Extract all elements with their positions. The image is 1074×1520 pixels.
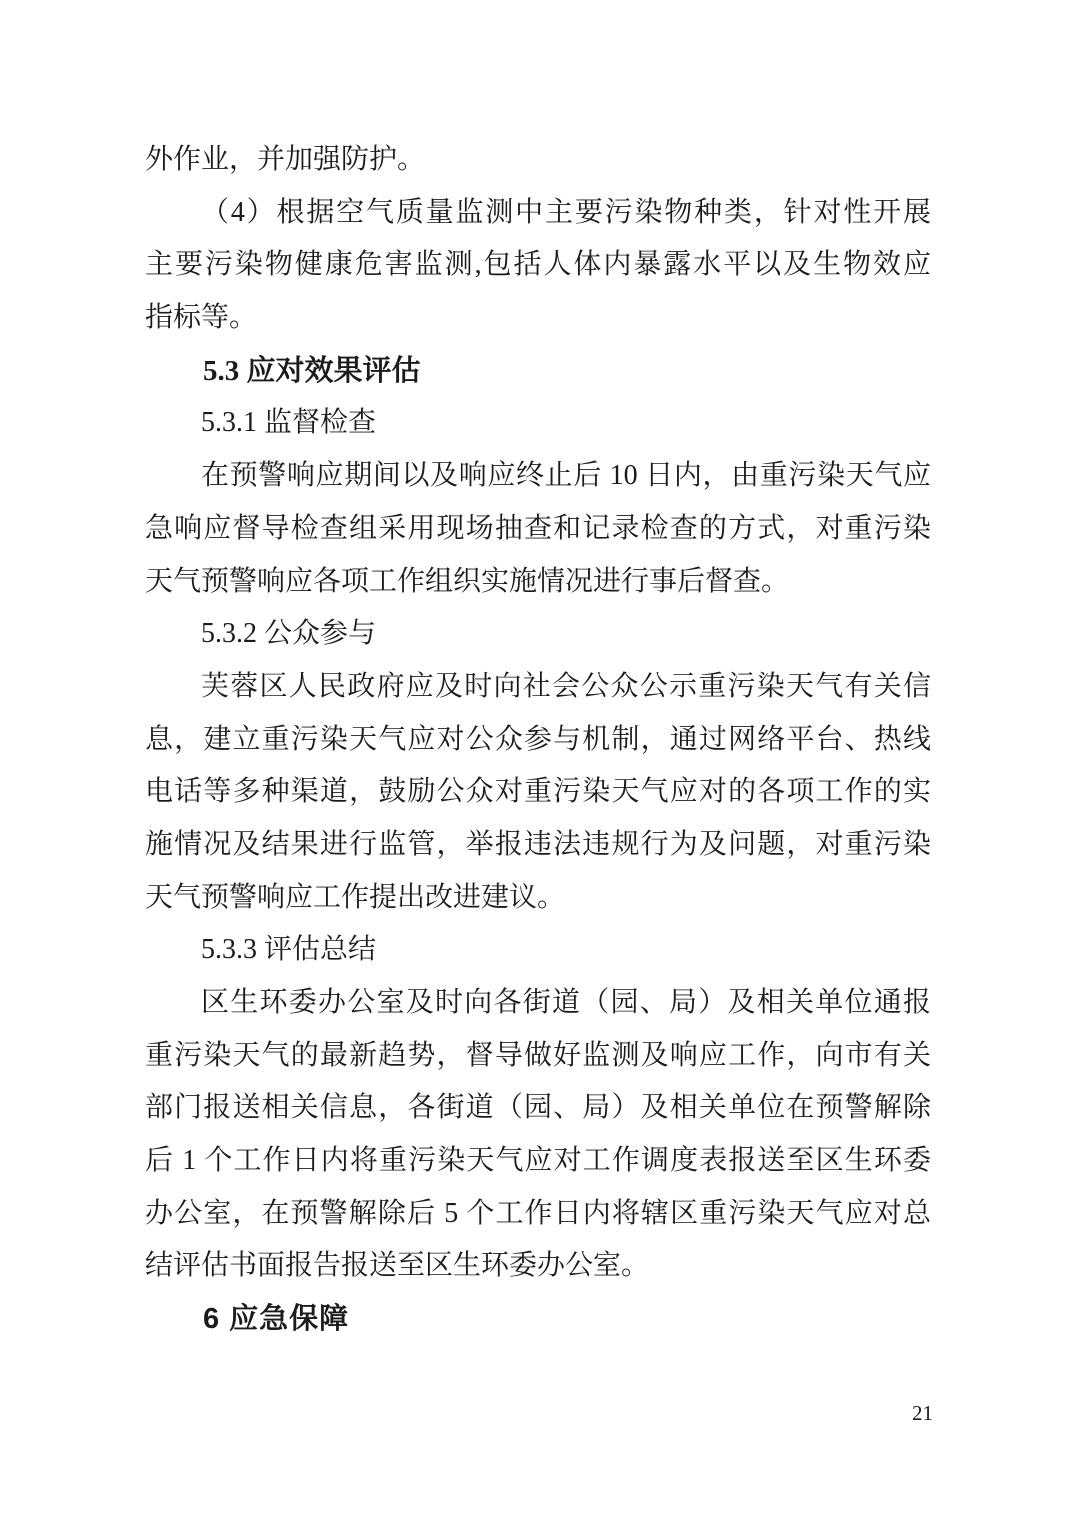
body-text-line: 电话等多种渠道，鼓励公众对重污染天气应对的各项工作的实 — [145, 776, 931, 808]
subsection-heading: 5.3.2 公众参与 — [201, 618, 377, 650]
body-text-line: 芙蓉区人民政府应及时向社会公众公示重污染天气有关信 — [201, 670, 931, 702]
body-text-line: 指标等。 — [145, 302, 258, 334]
page-number: 21 — [912, 1401, 933, 1425]
body-text-line: 天气预警响应工作提出改进建议。 — [145, 881, 566, 913]
body-text-line: 重污染天气的最新趋势，督导做好监测及响应工作，向市有关 — [145, 1039, 931, 1071]
body-text-line: 结评估书面报告报送至区生环委办公室。 — [145, 1250, 650, 1282]
body-text-line: 后 1 个工作日内将重污染天气应对工作调度表报送至区生环委 — [145, 1145, 931, 1177]
subsection-heading: 5.3.3 评估总结 — [201, 934, 377, 966]
body-text-line: 天气预警响应各项工作组织实施情况进行事后督查。 — [145, 565, 790, 597]
body-text-line: 施情况及结果进行监管，举报违法违规行为及问题，对重污染 — [145, 828, 931, 860]
body-text-line: 息，建立重污染天气应对公众参与机制，通过网络平台、热线 — [145, 723, 931, 755]
body-text-line: 区生环委办公室及时向各街道（园、局）及相关单位通报 — [201, 987, 931, 1018]
section-heading: 5.3 应对效果评估 — [203, 354, 421, 387]
subsection-heading: 5.3.1 监督检查 — [201, 407, 377, 439]
body-text-line: 在预警响应期间以及响应终止后 10 日内，由重污染天气应 — [201, 460, 931, 492]
body-text-line: 急响应督导检查组采用现场抽查和记录检查的方式，对重污染 — [145, 512, 931, 544]
body-text-line: （4）根据空气质量监测中主要污染物种类，针对性开展 — [201, 196, 931, 228]
body-text-line: 外作业，并加强防护。 — [145, 144, 426, 175]
body-text-line: 办公室，在预警解除后 5 个工作日内将辖区重污染天气应对总 — [145, 1197, 931, 1229]
section-heading: 6 应急保障 — [203, 1303, 350, 1336]
document-body — [145, 134, 931, 1346]
body-text-line: 部门报送相关信息，各街道（园、局）及相关单位在预警解除 — [145, 1092, 931, 1124]
body-text-line: 主要污染物健康危害监测,包括人体内暴露水平以及生物效应 — [145, 249, 931, 281]
